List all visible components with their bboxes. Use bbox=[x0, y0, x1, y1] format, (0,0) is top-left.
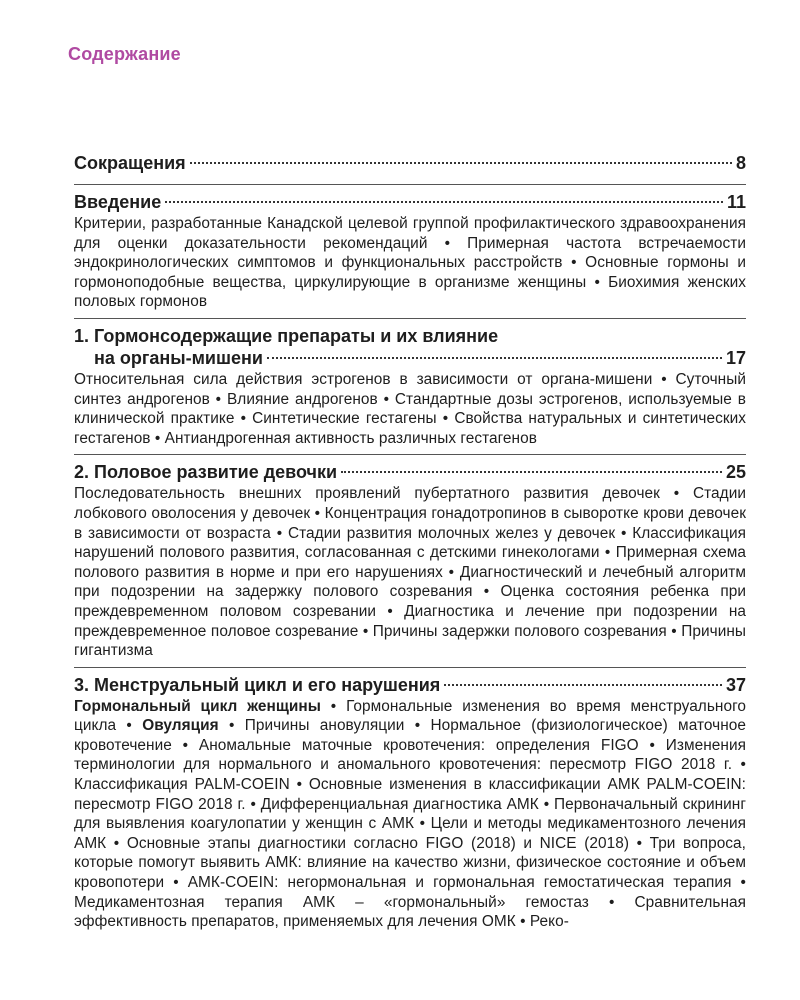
toc-page-number: 37 bbox=[725, 674, 746, 695]
toc-entry-introduction bbox=[74, 184, 746, 312]
toc-heading-row[interactable] bbox=[74, 152, 746, 174]
toc-entry-description: Последовательность внешних проявлений пубертатного развития девочек • Стадии лобкового оволосения у девочек • Концентрация гонадотропинов в сыворотке крови девочек в зависимости от возраста • Стадии развития молочных желез у девочек • Классификация нарушений полового развития, согласованная с детскими гинекологами • Примерная схема полового развития в норме и при его нарушениях • Диагностический и лечебный алгоритм при подозрении на задержку полового созревания • Оценка состояния ребенка при преждевременном половом созревании • Диагностика и лечение при подозрении на преждевременное половое созревание • Причины задержки полового созревания • Причины гигантизма bbox=[74, 485, 746, 660]
toc-entry-chapter-2 bbox=[74, 454, 746, 660]
toc-entry-title: 3. Менструальный цикл и его нарушения bbox=[74, 674, 441, 695]
toc-entry-chapter-1 bbox=[74, 318, 746, 448]
bold-topic: Овуляция bbox=[142, 717, 219, 735]
toc-entry-description bbox=[74, 697, 746, 932]
toc-page-number: 17 bbox=[725, 347, 746, 368]
toc-entry-title-line2: на органы-мишени bbox=[94, 347, 263, 368]
running-title: Содержание bbox=[68, 44, 181, 64]
toc-heading-row[interactable] bbox=[74, 674, 746, 696]
toc-heading-row[interactable] bbox=[74, 191, 746, 213]
toc-page-number: 11 bbox=[726, 192, 746, 212]
toc-entry-abbreviations bbox=[74, 152, 746, 174]
toc-entry-title: Сокращения bbox=[74, 153, 186, 173]
toc-entry-title: 2. Половое развитие девочки bbox=[74, 462, 338, 483]
toc-heading-row[interactable] bbox=[74, 347, 746, 369]
toc-entry-title: Введение bbox=[74, 192, 162, 212]
dot-leader bbox=[444, 684, 722, 686]
dot-leader bbox=[341, 471, 722, 473]
toc-entry-description: Критерии, разработанные Канадской целевой группой профилактического здравоохранения для оценки доказательности рекомендаций • Примерная частота встречаемости эндокринологических симптомов и функциональных расстройств • Основные гормоны и гормоноподобные вещества, циркулирующие в организме женщины • Биохимия женских половых гормонов bbox=[74, 215, 746, 311]
table-of-contents bbox=[74, 152, 746, 938]
toc-entry-title-line1[interactable]: 1. Гормонсодержащие препараты и их влияние bbox=[74, 325, 499, 346]
dot-leader bbox=[165, 201, 723, 203]
toc-heading-row[interactable] bbox=[74, 461, 746, 483]
toc-page-number: 25 bbox=[725, 462, 746, 483]
toc-page-number: 8 bbox=[735, 153, 746, 173]
bold-topic: Гормональный цикл женщины bbox=[74, 697, 321, 715]
dot-leader bbox=[190, 162, 732, 164]
toc-entry-description: Относительная сила действия эстрогенов в зависимости от органа-мишени • Суточный синтез андрогенов • Влияние андрогенов • Стандартные дозы эстрогенов, используемые в клинической практике • Синтетические гестагены • Свойства натуральных и синтетических гестагенов • Антиандрогенная активность различных гестагенов bbox=[74, 370, 746, 447]
topic-text: • Причины ановуляции • Нормальное (физиологическое) маточное кровотечение • Аномальные маточные кровотечения: определения FIGO • Изменения терминологии для нормального и аномального кровотечения: пересмотр FIGO 2018 г. • Классификация PALM-COEIN • Основные изменения в классификации АМК PALM-COEIN: пересмотр FIGO 2018 г. • Дифференциальная диагностика АМК • Первоначальный скрининг для выявления коагулопатии у женщин с АМК • Цели и методы медикаментозного лечения АМК • Основные этапы диагностики согласно FIGO (2018) и NICE (2018) • Три вопроса, которые помогут выявить АМК: влияние на качество жизни, физическое состояние и объем кровопотери • АМК-COEIN: негормональная и гормональная гемостатическая терапия • Медикаментозная терапия АМК – «гормональный» гемостаз • Сравнительная эффективность препаратов, применяемых для лечения ОМК • Реко- bbox=[74, 717, 746, 931]
toc-entry-chapter-3 bbox=[74, 667, 746, 932]
topic-text: • Гормональные изменения во время менструального цикла • bbox=[74, 697, 746, 735]
dot-leader bbox=[267, 357, 722, 359]
